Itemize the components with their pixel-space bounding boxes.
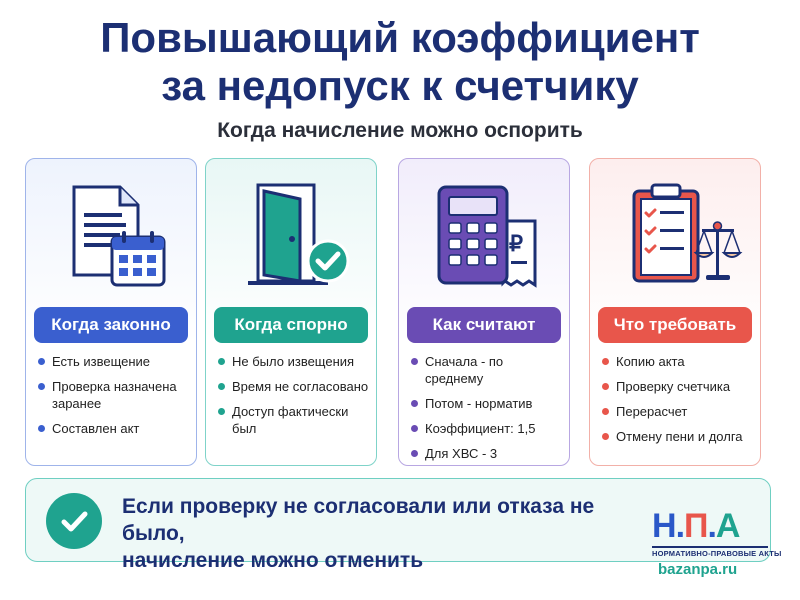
page-title (0, 14, 800, 110)
logo-letter-2: П (684, 507, 708, 545)
list-item: Составлен акт (38, 420, 192, 437)
list-item: Время не согласовано (218, 378, 372, 395)
list-item: Для ХВС - 3 (411, 445, 565, 462)
logo-caption: НОРМАТИВНО-ПРАВОВЫЕ АКТЫ (652, 546, 768, 558)
list-item: Не было извещения (218, 353, 372, 370)
list-item: Потом - норматив (411, 395, 565, 412)
list-item: Есть извещение (38, 353, 192, 370)
site-url: bazanpa.ru (658, 561, 738, 578)
card-heading: Что требовать (598, 307, 752, 343)
card-when-legal (25, 158, 197, 466)
banner-line-2: начисление можно отменить (122, 549, 424, 572)
card-heading: Как считают (407, 307, 561, 343)
card-list (411, 353, 565, 470)
card-how-calculated (398, 158, 570, 466)
card-heading: Когда спорно (214, 307, 368, 343)
list-item: Проверку счетчика (602, 378, 756, 395)
card-heading: Когда законно (34, 307, 188, 343)
calculator-receipt-icon (399, 169, 571, 299)
logo-letter-3: А (715, 507, 740, 545)
list-item: Доступ фактически был (218, 403, 372, 437)
card-when-disputable (205, 158, 377, 466)
logo-letters: Н.П.А (652, 507, 740, 545)
card-what-to-demand (589, 158, 761, 466)
card-list (218, 353, 372, 445)
banner-line-1: Если проверку не согласовали или отказа не было, (122, 495, 595, 545)
svg-text:₽: ₽ (509, 231, 523, 256)
document-calendar-icon (26, 169, 198, 299)
card-list (38, 353, 192, 445)
npa-logo (648, 507, 782, 588)
clipboard-scales-icon (590, 169, 762, 299)
page-subtitle: Когда начисление можно оспорить (217, 119, 583, 142)
title-line-1: Повышающий коэффициент (100, 14, 700, 61)
list-item: Перерасчет (602, 403, 756, 420)
check-circle-icon (46, 493, 102, 549)
logo-letter-1: Н (652, 507, 676, 545)
card-list (602, 353, 756, 453)
list-item: Отмену пени и долга (602, 428, 756, 445)
open-door-check-icon (206, 169, 378, 299)
list-item: Копию акта (602, 353, 756, 370)
list-item: Сначала - по среднему (411, 353, 565, 387)
list-item: Коэффициент: 1,5 (411, 420, 565, 437)
list-item: Проверка назначена заранее (38, 378, 192, 412)
title-line-2: за недопуск к счетчику (161, 62, 639, 109)
banner-text (122, 493, 632, 574)
